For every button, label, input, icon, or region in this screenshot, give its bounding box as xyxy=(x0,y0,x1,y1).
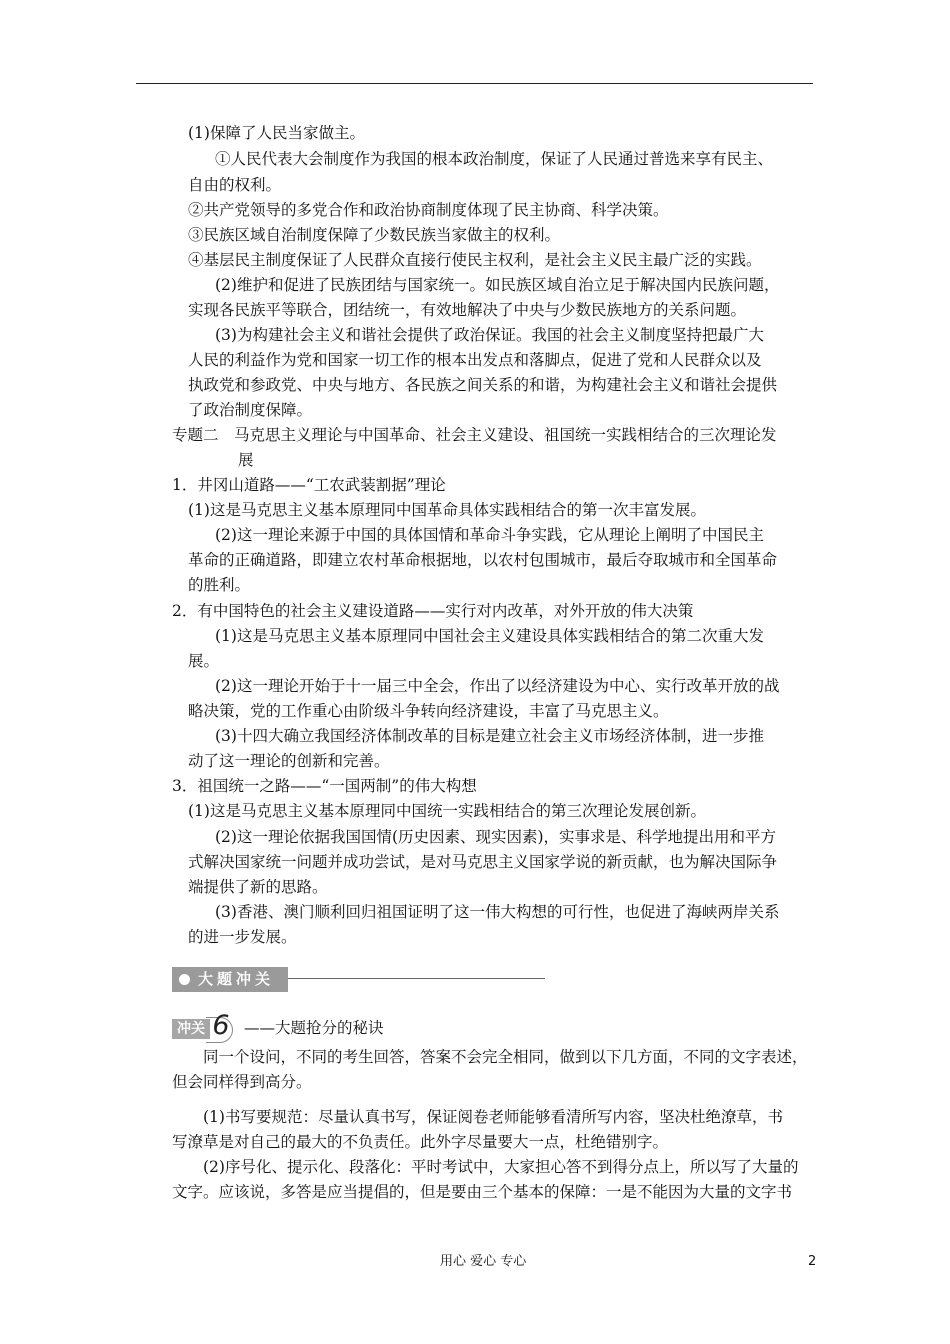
text-line: ③民族区域自治制度保障了少数民族当家做主的权利。 xyxy=(188,226,561,244)
text-line: 展。 xyxy=(188,652,220,670)
text-line: (2)序号化、提示化、段落化：平时考试中，大家担心答不到得分点上，所以写了大量的 xyxy=(203,1158,799,1176)
text-line: 但会同样得到高分。 xyxy=(172,1073,312,1091)
text-line: 执政党和参政党、中央与地方、各民族之间关系的和谐，为构建社会主义和谐社会提供 xyxy=(188,376,778,394)
text-line: (3)为构建社会主义和谐社会提供了政治保证。我国的社会主义制度坚持把最广大 xyxy=(215,326,764,344)
page-number: 2 xyxy=(808,1254,817,1269)
text-line: 略决策，党的工作重心由阶级斗争转向经济建设，丰富了马克思主义。 xyxy=(188,702,669,720)
text-line: 动了这一理论的创新和完善。 xyxy=(188,752,390,770)
text-line: (2)这一理论开始于十一届三中全会，作出了以经济建设为中心、实行改革开放的战 xyxy=(215,677,780,695)
text-line: 革命的正确道路，即建立农村革命根据地，以农村包围城市，最后夺取城市和全国革命 xyxy=(188,551,778,569)
section-banner-title: 大题冲关 xyxy=(198,970,275,988)
text-line: (2)这一理论依据我国国情(历史因素、现实因素)，实事求是、科学地提出用和平方 xyxy=(215,828,777,846)
text-line: (1)保障了人民当家做主。 xyxy=(188,124,365,142)
challenge-badge-label: 冲关 xyxy=(172,1019,210,1039)
section-heading: 专题二 马克思主义理论与中国革命、社会主义建设、祖国统一实践相结合的三次理论发 xyxy=(172,426,777,444)
text-line: (3)十四大确立我国经济体制改革的目标是建立社会主义市场经济体制，进一步推 xyxy=(215,727,764,745)
header-rule xyxy=(136,83,813,84)
text-line: ②共产党领导的多党合作和政治协商制度体现了民主协商、科学决策。 xyxy=(188,201,669,219)
section-heading: 展 xyxy=(238,451,254,469)
footer-text: 用心 爱心 专心 xyxy=(440,1254,527,1269)
text-line: ①人民代表大会制度作为我国的根本政治制度，保证了人民通过普选来享有民主、 xyxy=(215,150,774,168)
text-line: 的进一步发展。 xyxy=(188,928,297,946)
numbered-heading: 3．祖国统一之路——“一国两制”的伟大构想 xyxy=(172,777,477,795)
text-line: (2)这一理论来源于中国的具体国情和革命斗争实践，它从理论上阐明了中国民主 xyxy=(215,526,764,544)
text-line: 人民的利益作为党和国家一切工作的根本出发点和落脚点，促进了党和人民群众以及 xyxy=(188,351,762,369)
text-line: 端提供了新的思路。 xyxy=(188,878,328,896)
text-line: (2)维护和促进了民族团结与国家统一。如民族区域自治立足于解决国内民族问题， xyxy=(215,276,780,294)
numbered-heading: 2．有中国特色的社会主义建设道路——实行对内改革，对外开放的伟大决策 xyxy=(172,602,694,620)
text-line: 自由的权利。 xyxy=(188,176,282,194)
text-line: (3)香港、澳门顺利回归祖国证明了这一伟大构想的可行性，也促进了海峡两岸关系 xyxy=(215,903,780,921)
text-line: 的胜利。 xyxy=(188,576,251,594)
section-banner-box xyxy=(172,967,288,992)
section-banner-rule xyxy=(288,978,545,979)
section-banner xyxy=(172,966,545,994)
text-line: 了政治制度保障。 xyxy=(188,401,313,419)
text-line: 式解决国家统一问题并成功尝试，是对马克思主义国家学说的新贡献，也为解决国际争 xyxy=(188,853,778,871)
text-line: (1)这是马克思主义基本原理同中国革命具体实践相结合的第一次丰富发展。 xyxy=(188,501,706,519)
text-line: ④基层民主制度保证了人民群众直接行使民主权利，是社会主义民主最广泛的实践。 xyxy=(188,251,762,269)
bullet-icon xyxy=(179,974,190,985)
text-line: (1)这是马克思主义基本原理同中国社会主义建设具体实践相结合的第二次重大发 xyxy=(215,627,764,645)
text-line: 写潦草是对自己的最大的不负责任。此外字尽量要大一点，杜绝错别字。 xyxy=(172,1133,669,1151)
text-line: (1)这是马克思主义基本原理同中国统一实践相结合的第三次理论发展创新。 xyxy=(188,802,706,820)
text-line: (1)书写要规范：尽量认真书写，保证阅卷老师能够看清所写内容，坚决杜绝潦草，书 xyxy=(203,1108,783,1126)
challenge-badge-number: 6 xyxy=(212,1010,230,1041)
text-line: 实现各民族平等联合，团结统一，有效地解决了中央与少数民族地方的关系问题。 xyxy=(188,301,747,319)
challenge-badge-title: ——大题抢分的秘诀 xyxy=(244,1019,384,1037)
text-line: 文字。应该说，多答是应当提倡的，但是要由三个基本的保障：一是不能因为大量的文字书 xyxy=(172,1183,793,1201)
text-line: 同一个设问，不同的考生回答，答案不会完全相同，做到以下几方面，不同的文字表述， xyxy=(203,1048,808,1066)
numbered-heading: 1．井冈山道路——“工农武装割据”理论 xyxy=(172,476,446,494)
